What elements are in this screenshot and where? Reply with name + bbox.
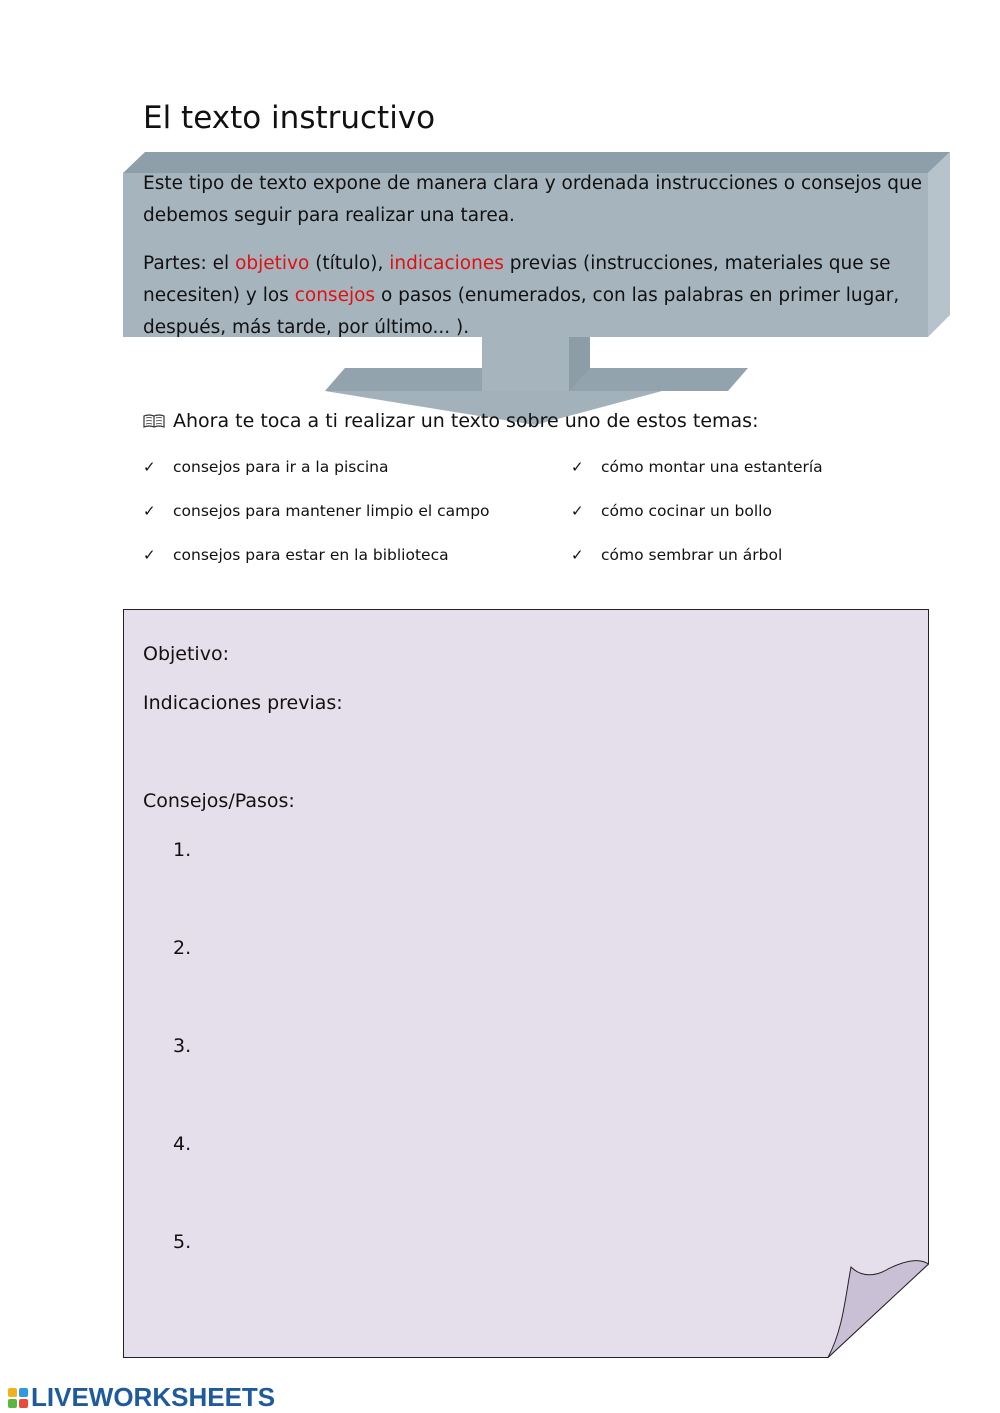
answer-area	[123, 609, 929, 1358]
topics-list-left	[143, 458, 490, 590]
intro-text	[143, 168, 928, 360]
topics-list-right	[571, 458, 823, 590]
step-number: 3.	[173, 1035, 192, 1057]
intro-paragraph-1: Este tipo de texto expone de manera clara y ordenada instrucciones o consejos que debemos seguir para realizar una tarea.	[143, 173, 923, 226]
intro-paragraph-2: Partes: el objetivo (título), indicaciones previas (instrucciones, materiales que se necesiten) y los consejos o pasos (enumerados, con las palabras en primer lugar, después, más tarde, por último... ).	[143, 253, 900, 338]
previous-indications-label: Indicaciones previas:	[143, 692, 343, 714]
objective-label: Objetivo:	[143, 643, 229, 665]
list-item: ✓ consejos para estar en la biblioteca	[143, 546, 449, 564]
liveworksheets-logo-icon	[8, 1388, 28, 1408]
check-icon: ✓	[571, 546, 584, 564]
liveworksheets-logo	[8, 1382, 275, 1413]
task-prompt	[143, 410, 758, 432]
curled-page-shape	[123, 609, 929, 1358]
keyword-objetivo: objetivo	[235, 253, 310, 274]
check-icon: ✓	[571, 458, 584, 476]
check-icon: ✓	[143, 458, 156, 476]
step-number: 5.	[173, 1231, 192, 1253]
page-title: El texto instructivo	[143, 100, 436, 136]
list-item: ✓ consejos para mantener limpio el campo	[143, 502, 490, 520]
step-number: 2.	[173, 937, 192, 959]
list-item: ✓ cómo sembrar un árbol	[571, 546, 783, 564]
keyword-indicaciones: indicaciones	[389, 253, 504, 274]
keyword-consejos: consejos	[294, 285, 376, 306]
list-item: ✓ consejos para ir a la piscina	[143, 458, 389, 476]
list-item: ✓ cómo montar una estantería	[571, 458, 823, 476]
banner-side-face	[928, 152, 950, 337]
step-number: 1.	[173, 839, 192, 861]
task-prompt-text: Ahora te toca a ti realizar un texto sobre uno de estos temas:	[173, 410, 759, 432]
step-number: 4.	[173, 1133, 192, 1155]
list-item: ✓ cómo cocinar un bollo	[571, 502, 772, 520]
book-icon	[143, 413, 165, 429]
steps-label: Consejos/Pasos:	[143, 790, 295, 812]
brand-name: LIVEWORKSHEETS	[31, 1382, 276, 1412]
check-icon: ✓	[143, 546, 156, 564]
check-icon: ✓	[571, 502, 584, 520]
check-icon: ✓	[143, 502, 156, 520]
